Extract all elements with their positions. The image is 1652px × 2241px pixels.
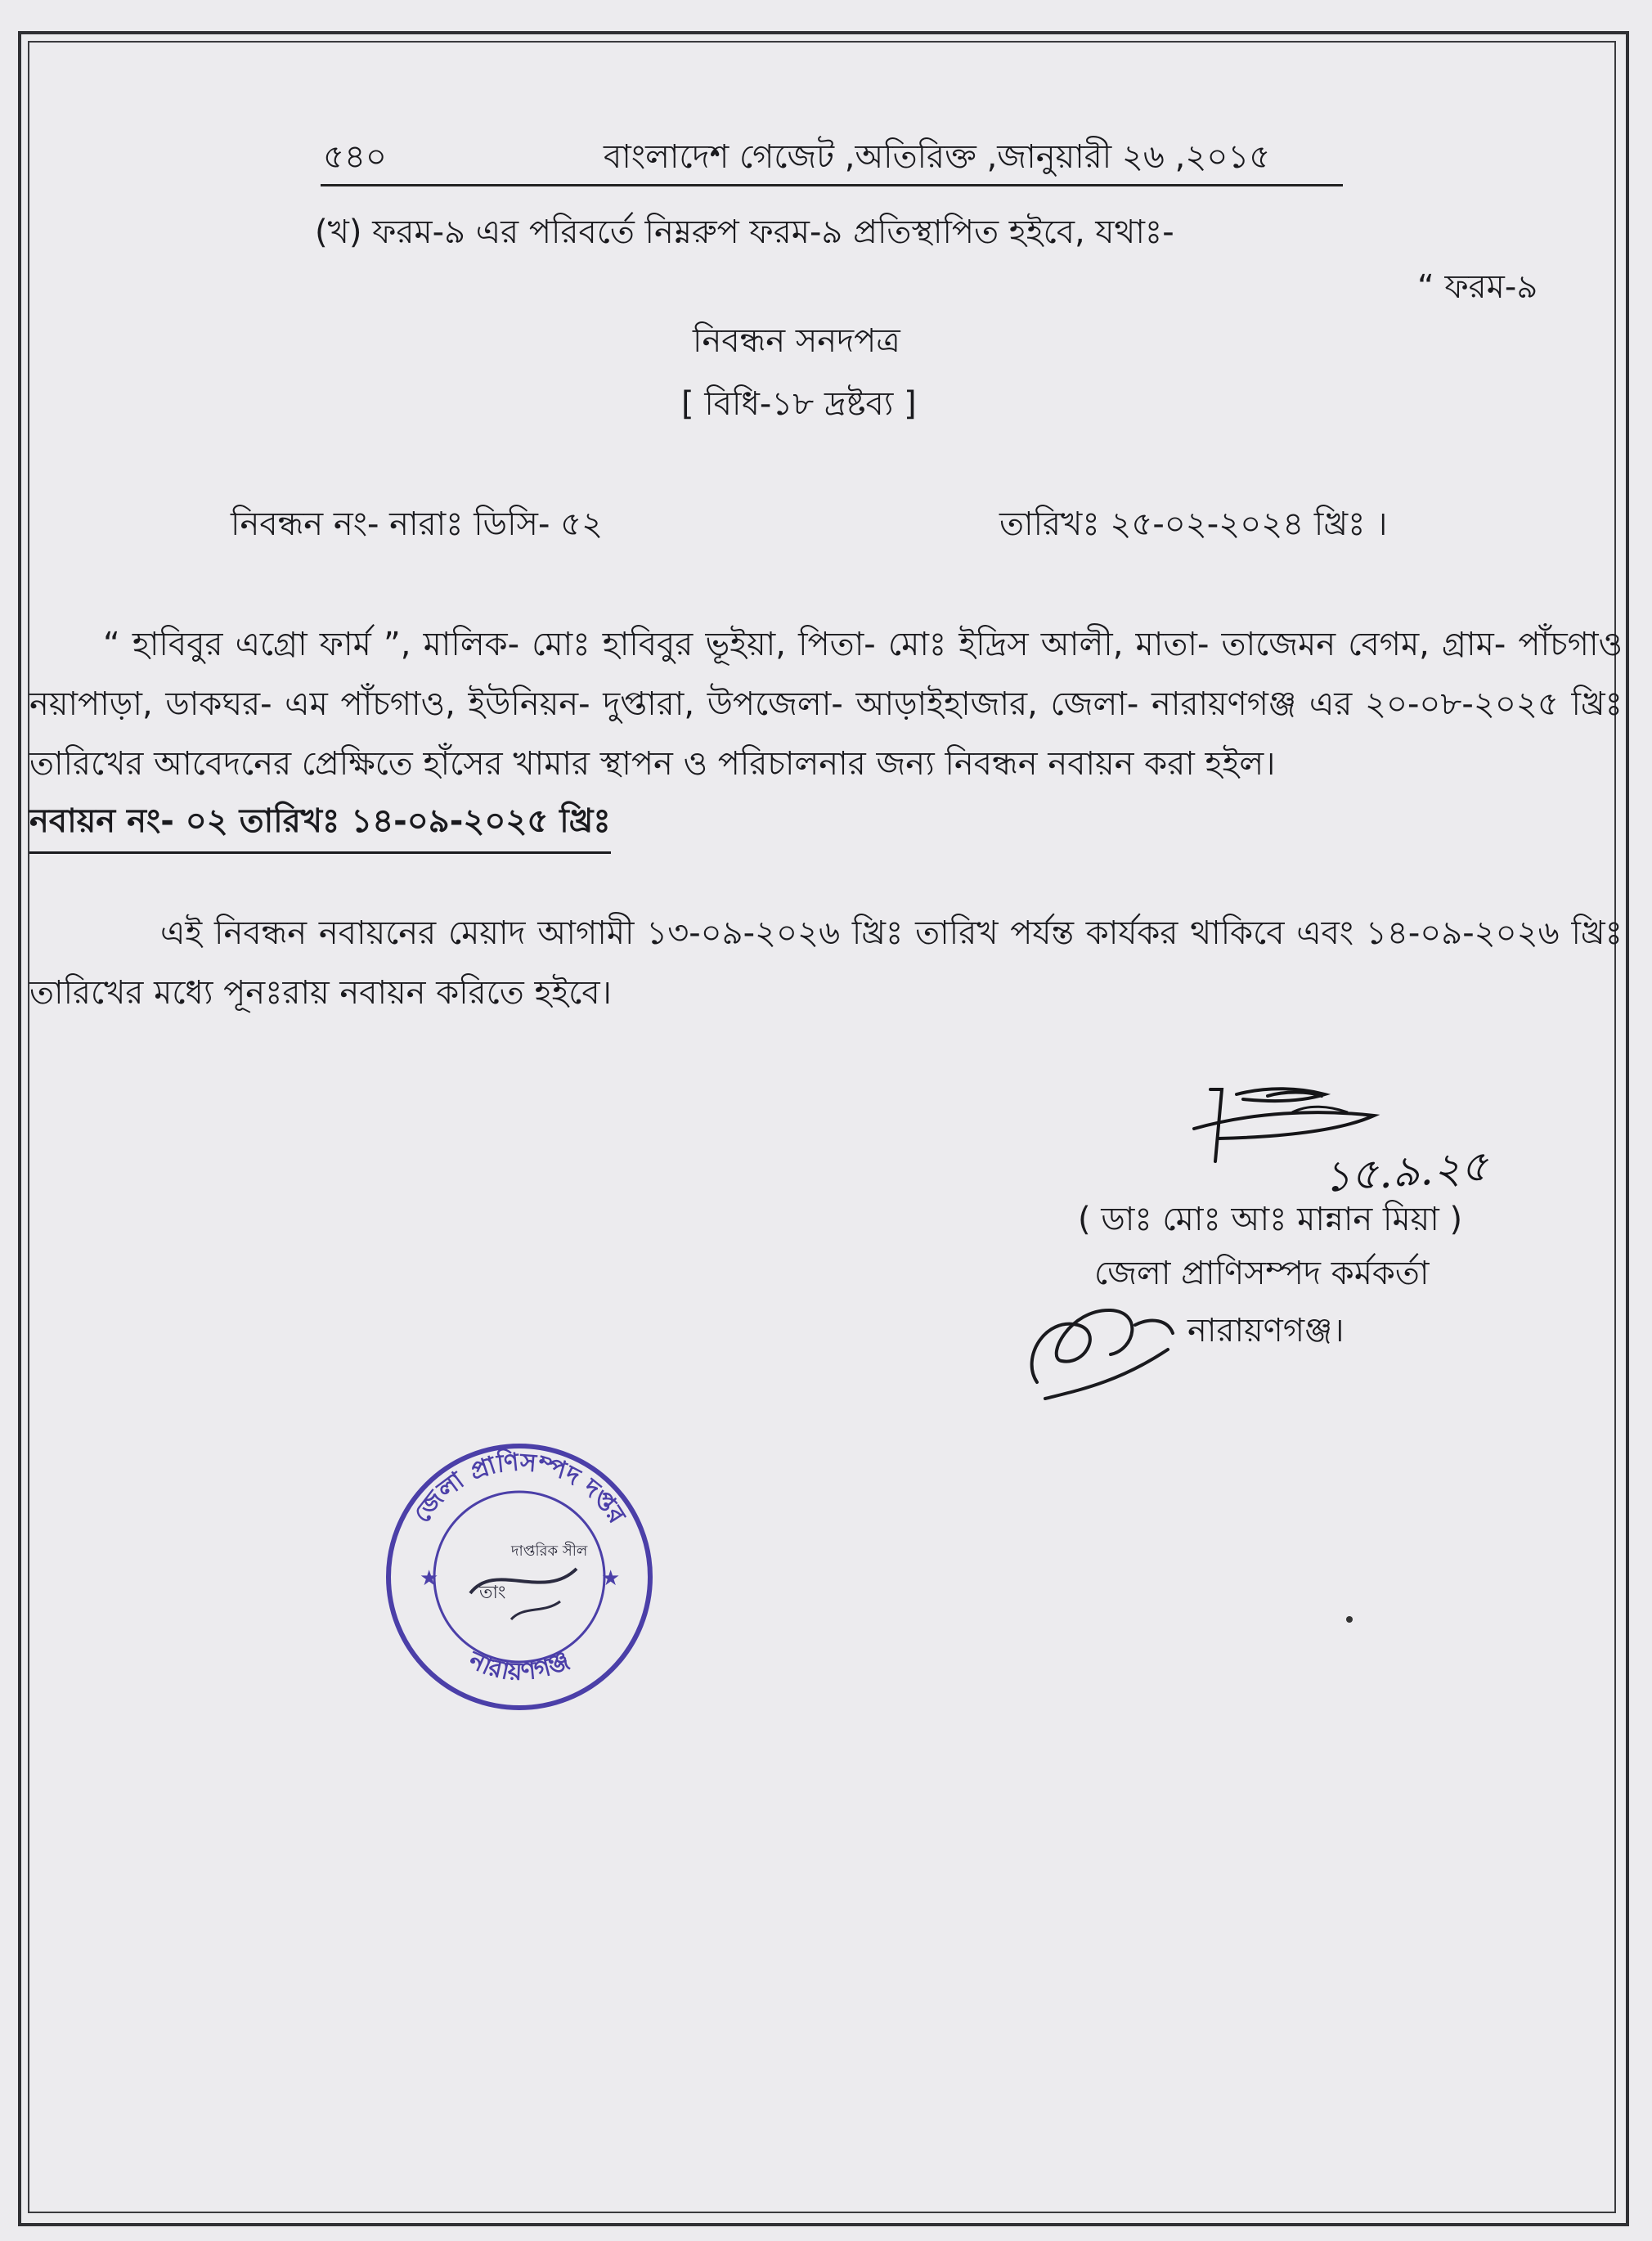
svg-text:জেলা প্রাণিসম্পদ দপ্তর (408, 1446, 631, 1529)
form-label: “ ফরম-৯ (1417, 268, 1538, 306)
officer-designation: জেলা প্রাণিসম্পদ কর্মকর্তা (1094, 1255, 1430, 1292)
office-seal (380, 1438, 658, 1716)
renewal-paragraph: “ হাবিবুর এগ্রো ফার্ম ”, মালিক- মোঃ হাবিবুর ভূইয়া, পিতা- মোঃ ইদ্রিস আলী, মাতা- তাজেমন বেগম, গ্রাম- পাঁচগাও নয়াপাড়া, ডাকঘর- এম পাঁচগাও, ইউনিয়ন- দুপ্তারা, উপজেলা- আড়াইহাজার, জেলা- নারায়ণগঞ্জ এর ২০-০৮-২০২৫ খ্রিঃ তারিখের আবেদনের প্রেক্ষিতে হাঁসের খামার স্থাপন ও পরিচালনার জন্য নিবন্ধন নবায়ন করা হইল। (29, 626, 1623, 783)
seal-district: নারায়ণগঞ্জ (464, 1646, 575, 1686)
seal-office-name: জেলা প্রাণিসম্পদ দপ্তর (407, 1448, 631, 1529)
renewal-number-line: নবায়ন নং- ০২ তারিখঃ ১৪-০৯-২০২৫ খ্রিঃ (29, 795, 611, 854)
officer-name: ( ডাঃ মোঃ আঃ মান্নান মিয়া ) (1078, 1201, 1463, 1238)
amendment-intro: (খ) ফরম-৯ এর পরিবর্তে নিম্নরুপ ফরম-৯ প্রতিস্থাপিত হইবে, যথাঃ- (315, 213, 1174, 251)
gazette-title: বাংলাদেশ গেজেট ,অতিরিক্ত ,জানুয়ারী ২৬ ,২০১৫ (604, 138, 1271, 176)
svg-text:নারায়ণগঞ্জ (464, 1646, 574, 1686)
officer-district: নারায়ণগঞ্জ। (1187, 1312, 1344, 1350)
ink-dot (1346, 1616, 1353, 1623)
seal-date-prefix: তাং (479, 1583, 506, 1603)
gazette-header-rule (321, 184, 1343, 186)
registration-number: নিবন্ধন নং- নারাঃ ডিসি- ৫২ (231, 505, 604, 543)
rule-reference: [ বিধি-১৮ দ্রষ্টব্য ] (681, 385, 917, 423)
certificate-title: নিবন্ধন সনদপত্র (693, 322, 900, 360)
svg-text:★: ★ (420, 1566, 439, 1591)
signature-date: ১৫.৯.২৫ (1321, 1142, 1490, 1202)
validity-paragraph: এই নিবন্ধন নবায়নের মেয়াদ আগামী ১৩-০৯-২০২৬ খ্রিঃ তারিখ পর্যন্ত কার্যকর থাকিবে এবং ১৪-০৯-২০২৬ খ্রিঃ তারিখের মধ্যে পূনঃরায় নবায়ন করিতে হইবে। (29, 914, 1623, 1012)
gazette-page-number: ৫৪০ (323, 138, 387, 176)
svg-text:★: ★ (601, 1566, 621, 1591)
seal-label: দাপ্তরিক সীল (511, 1543, 588, 1560)
registration-date: তারিখঃ ২৫-০২-২০২৪ খ্রিঃ । (999, 505, 1388, 543)
handwritten-initial (1012, 1292, 1192, 1415)
